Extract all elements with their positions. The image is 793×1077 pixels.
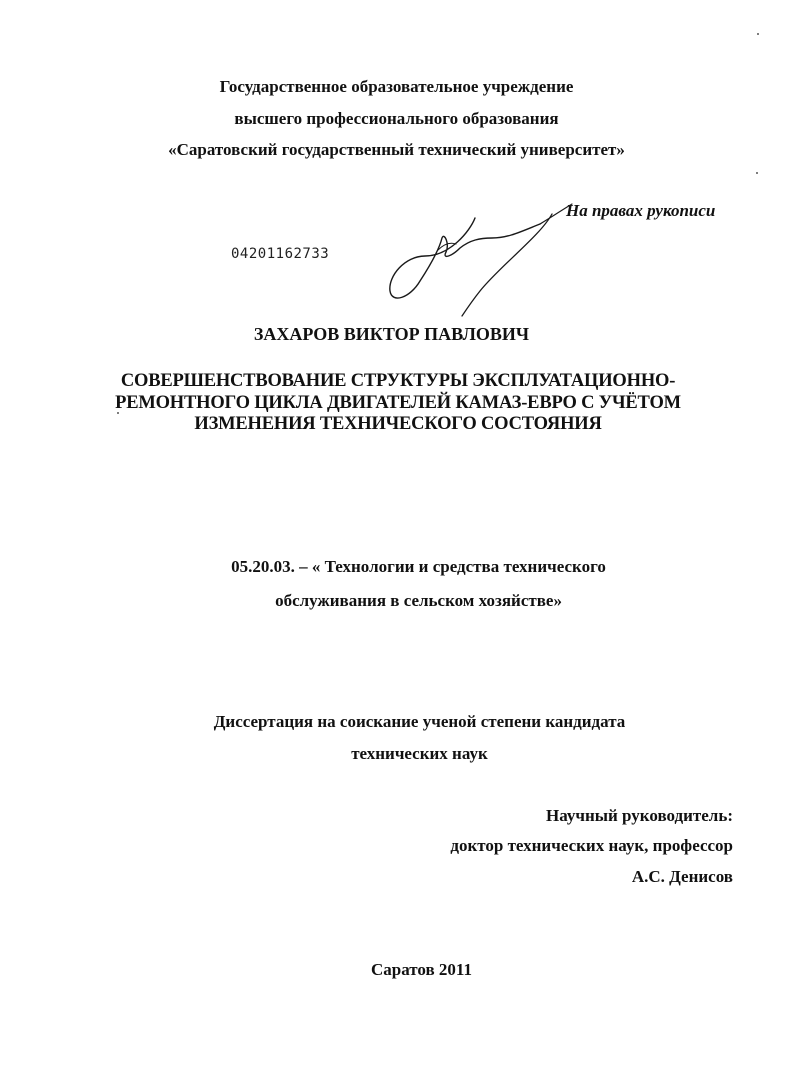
degree-line-1: Диссертация на соискание ученой степени кандидата <box>213 712 626 731</box>
thesis-title-line-2: РЕМОНТНОГО ЦИКЛА ДВИГАТЕЛЕЙ КАМАЗ-ЕВРО С УЧЁТОМ <box>115 393 681 413</box>
author-name: ЗАХАРОВ ВИКТОР ПАВЛОВИЧ <box>253 324 530 344</box>
thesis-title-line-3: ИЗМЕНЕНИЯ ТЕХНИЧЕСКОГО СОСТОЯНИЯ <box>194 414 602 434</box>
manuscript-note: На правах рукописи <box>566 201 716 220</box>
specialty-line-1: 05.20.03. – « Технологии и средства технического <box>231 557 606 576</box>
scan-speck <box>757 33 759 35</box>
degree-line-2: технических наук <box>351 744 488 763</box>
institution-line-3: «Саратовский государственный технический университет» <box>168 140 625 159</box>
signature-icon <box>380 196 580 321</box>
place-year: Саратов 2011 <box>371 960 472 979</box>
registration-number: 04201162733 <box>231 246 330 262</box>
thesis-title-line-1: СОВЕРШЕНСТВОВАНИЕ СТРУКТУРЫ ЭКСПЛУАТАЦИОННО- <box>120 371 676 391</box>
specialty-line-2: обслуживания в сельском хозяйстве» <box>275 591 562 610</box>
institution-line-1: Государственное образовательное учреждение <box>219 77 574 96</box>
supervisor-name: А.С. Денисов <box>631 867 733 886</box>
supervisor-position: доктор технических наук, профессор <box>450 836 733 855</box>
institution-line-2: высшего профессионального образования <box>234 109 559 128</box>
scan-speck <box>756 172 758 174</box>
supervisor-label: Научный руководитель: <box>546 806 733 825</box>
